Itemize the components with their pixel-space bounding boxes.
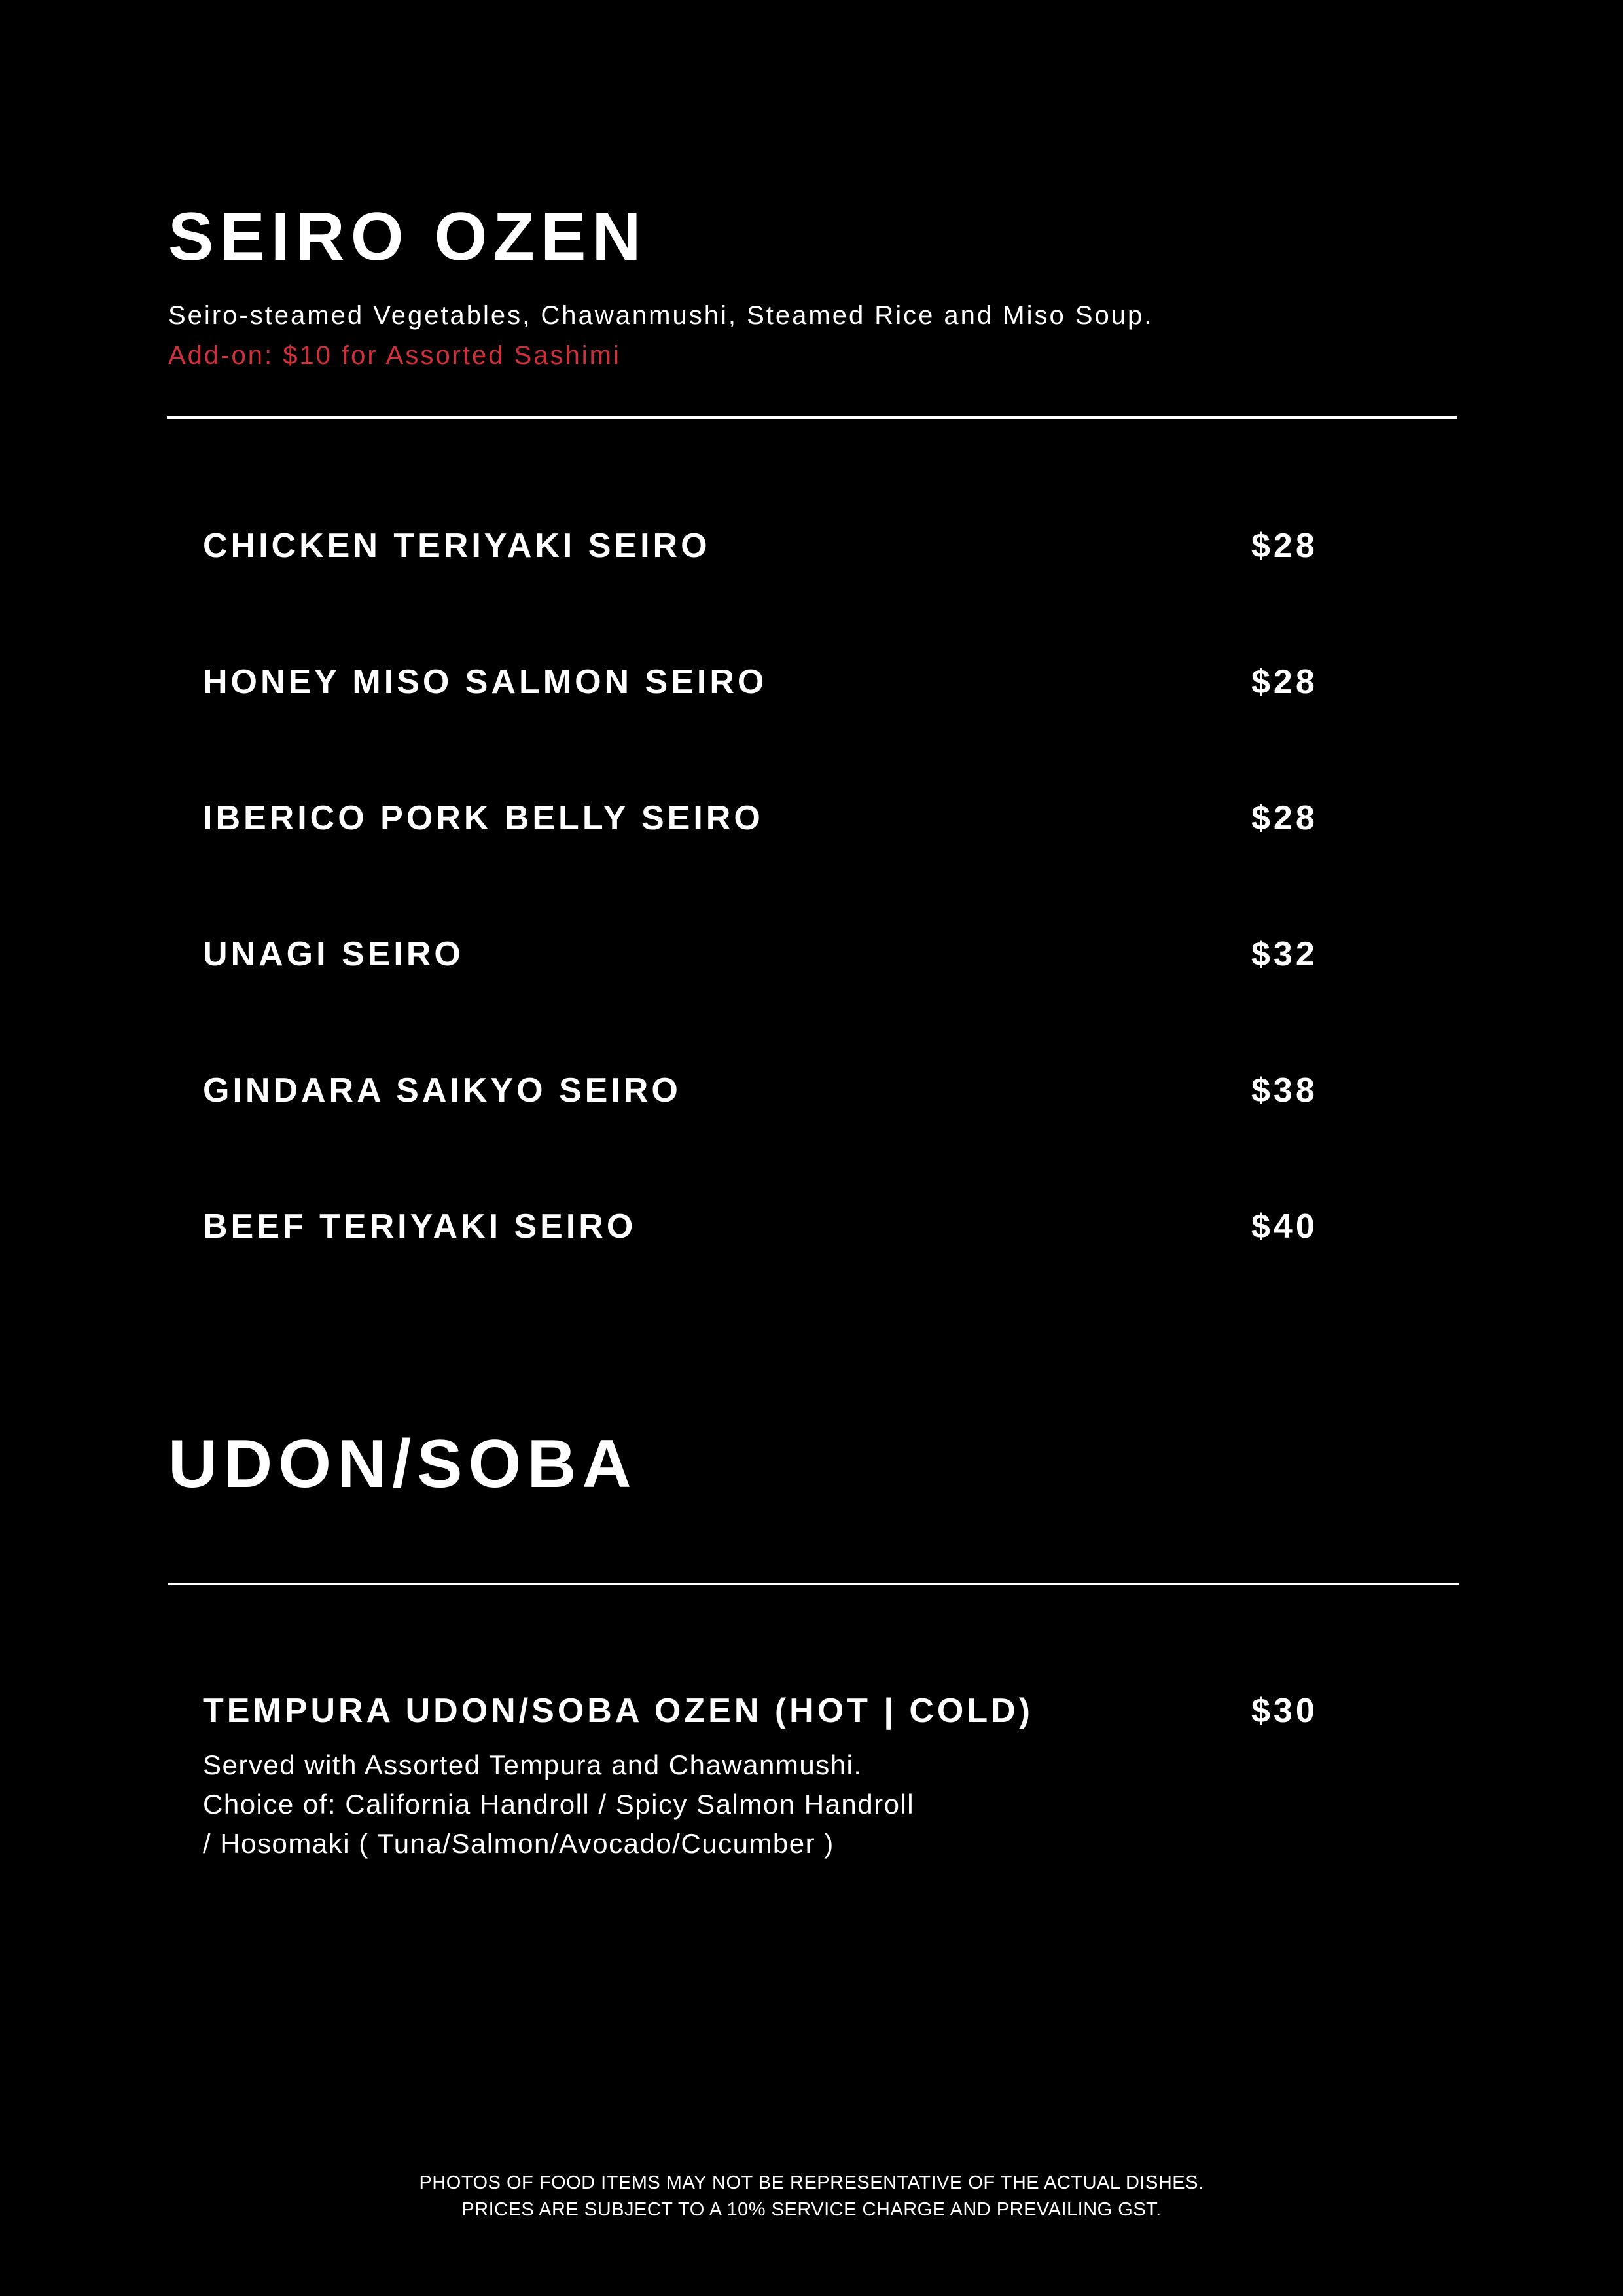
menu-item-price: $40 bbox=[1251, 1208, 1318, 1246]
section-divider bbox=[167, 416, 1457, 419]
menu-item-description: Served with Assorted Tempura and Chawanmushi. bbox=[203, 1749, 863, 1780]
section-description: Seiro-steamed Vegetables, Chawanmushi, Steamed Rice and Miso Soup. bbox=[168, 301, 1154, 330]
section-title-seiro-ozen: SEIRO OZEN bbox=[168, 199, 647, 275]
footer-disclaimer: PHOTOS OF FOOD ITEMS MAY NOT BE REPRESENTATIVE OF THE ACTUAL DISHES. bbox=[419, 2172, 1204, 2193]
addon-note: Add-on: $10 for Assorted Sashimi bbox=[168, 341, 621, 370]
menu-item-description: / Hosomaki ( Tuna/Salmon/Avocado/Cucumber ) bbox=[203, 1828, 834, 1859]
menu-item-name: UNAGI SEIRO bbox=[203, 935, 464, 973]
menu-item-name: IBERICO PORK BELLY SEIRO bbox=[203, 799, 764, 837]
footer-disclaimer: PRICES ARE SUBJECT TO A 10% SERVICE CHARGE AND PREVAILING GST. bbox=[461, 2199, 1162, 2220]
menu-item-name: BEEF TERIYAKI SEIRO bbox=[203, 1208, 637, 1246]
menu-item-price: $28 bbox=[1251, 527, 1318, 565]
menu-item-price: $32 bbox=[1251, 935, 1318, 973]
section-title-udon-soba: UDON/SOBA bbox=[168, 1426, 637, 1502]
menu-item-price: $38 bbox=[1251, 1071, 1318, 1109]
menu-item-name: CHICKEN TERIYAKI SEIRO bbox=[203, 527, 711, 565]
section-divider bbox=[168, 1583, 1459, 1585]
menu-item-name: TEMPURA UDON/SOBA OZEN (HOT | COLD) bbox=[203, 1692, 1033, 1730]
menu-item-price: $28 bbox=[1251, 799, 1318, 837]
menu-item-price: $30 bbox=[1251, 1692, 1318, 1730]
menu-item-description: Choice of: California Handroll / Spicy Salmon Handroll bbox=[203, 1789, 915, 1820]
menu-item-price: $28 bbox=[1251, 663, 1318, 701]
menu-item-name: HONEY MISO SALMON SEIRO bbox=[203, 663, 768, 701]
menu-item-name: GINDARA SAIKYO SEIRO bbox=[203, 1071, 681, 1109]
